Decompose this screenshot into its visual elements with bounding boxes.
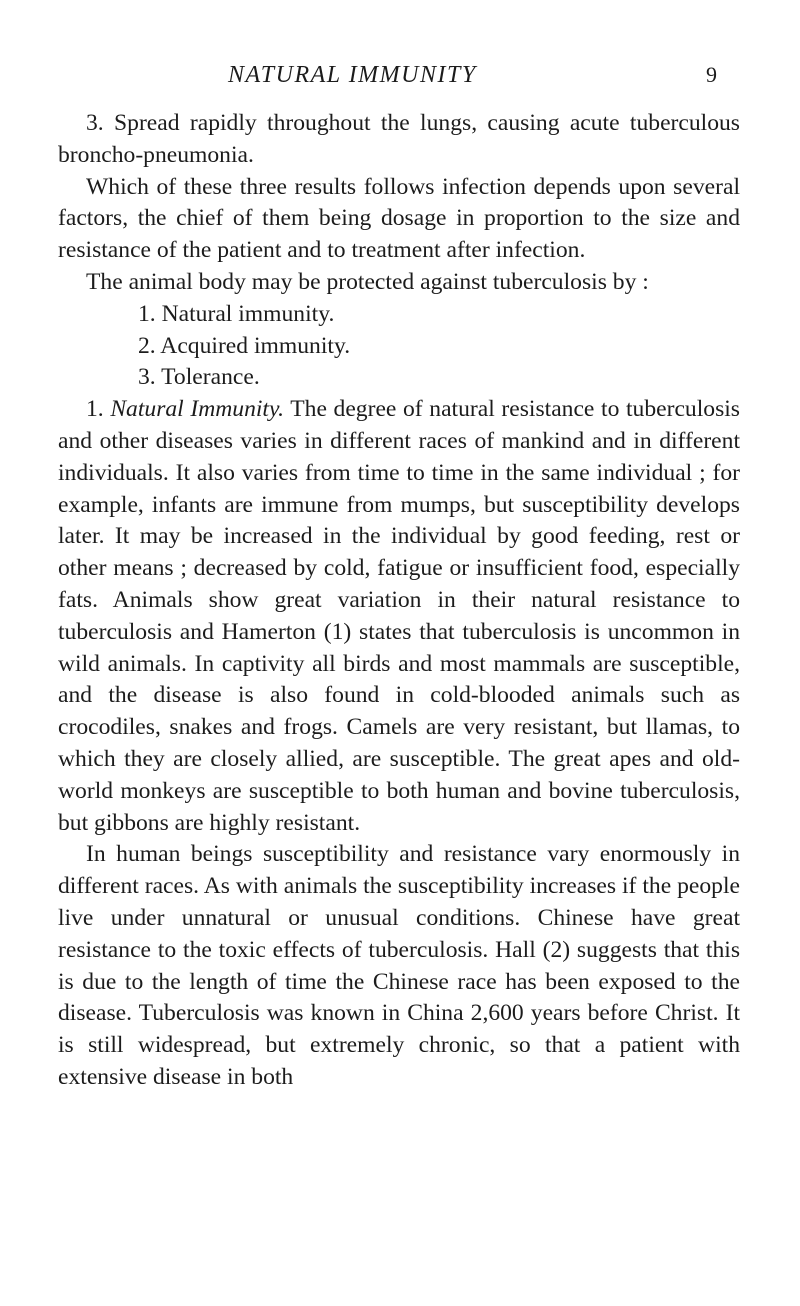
- body-text: [58, 108, 740, 1094]
- paragraph-result-3: 3. Spread rapidly throughout the lungs, causing acute tuberculous broncho-pneumonia.: [58, 110, 740, 168]
- running-title: NATURAL IMMUNITY: [228, 62, 477, 88]
- section-number: 1.: [86, 396, 104, 423]
- list-item-natural-immunity: 1. Natural immunity.: [138, 300, 335, 327]
- list-item-tolerance: 3. Tolerance.: [138, 364, 260, 391]
- page-number: 9: [706, 62, 717, 87]
- paragraph-factors: Which of these three results follows infection depends upon several factors, the chief of them being dosage in proportion to the size and resistance of the patient and to treatment after infection.: [58, 173, 740, 264]
- paragraph-protection-intro: The animal body may be protected against tuberculosis by :: [86, 268, 649, 295]
- paragraph-natural-immunity: [58, 394, 740, 839]
- paragraph-human-beings: In human beings susceptibility and resistance vary enormously in different races. As with animals the susceptibility increases if the people live under unnatural or unusual conditions. Chinese have great resistance to the toxic effects of tuberculosis. Hall (2) suggests that this is due to the length of time the Chinese race has been exposed to the disease. Tuberculosis was known in China 2,600 years before Christ. It is still widespread, but extremely chronic, so that a patient with extensive disease in both: [58, 841, 740, 1090]
- section-heading: Natural Immunity.: [110, 396, 285, 423]
- section-text: The degree of natural resistance to tuberculosis and other diseases varies in different races of mankind and in different individuals. It also varies from time to time in the same individual ; for example, infants are immune from mumps, but susceptibility develops later. It may be increased in the individual by good feeding, rest or other means ; decreased by cold, fatigue or insufficient food, especially fats. Animals show great variation in their natural resistance to tuberculosis and Hamerton (1) states that tuberculosis is uncommon in wild animals. In captivity all birds and most mammals are susceptible, and the disease is also found in cold-blooded animals such as crocodiles, snakes and frogs. Camels are very resistant, but llamas, to which they are closely allied, are susceptible. The great apes and old-world monkeys are susceptible to both human and bovine tuberculosis, but gibbons are highly resistant.: [58, 396, 740, 836]
- list-item-acquired-immunity: 2. Acquired immunity.: [138, 332, 351, 359]
